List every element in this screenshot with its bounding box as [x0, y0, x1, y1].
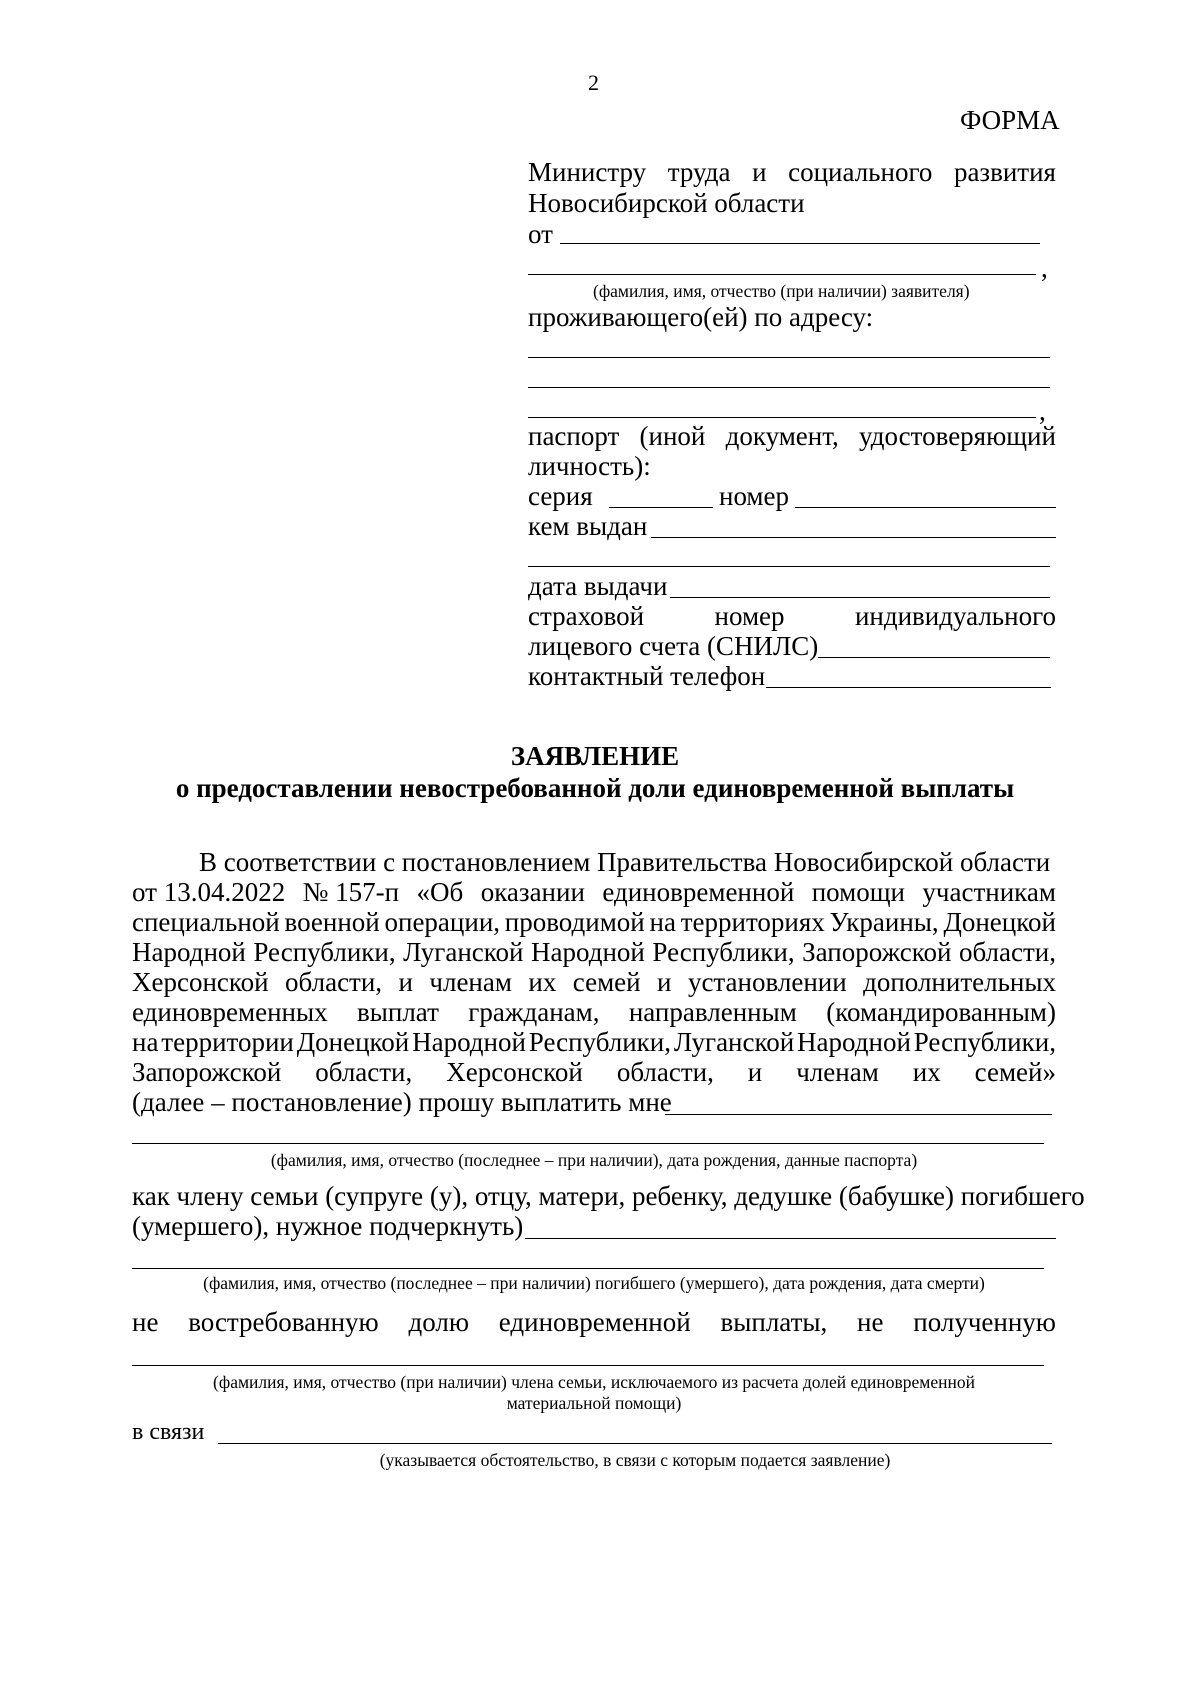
snils-line2: лицевого счета (СНИЛС) — [528, 631, 819, 661]
phone-field[interactable] — [766, 687, 1051, 688]
fio-hint: (фамилия, имя, отчество (при наличии) заявителя) — [593, 281, 970, 301]
recipient-field-2[interactable] — [132, 1143, 1044, 1144]
passport-line2: личность): — [528, 451, 651, 481]
circumstance-field[interactable] — [218, 1443, 1052, 1444]
deceased-field[interactable] — [525, 1238, 1056, 1239]
body-line-2: от 13.04.2022 № 157-п «Об оказании единовременной помощи участникам — [132, 877, 1056, 907]
number-label: номер — [719, 481, 790, 511]
snils-field[interactable] — [818, 657, 1050, 658]
series-label: серия — [528, 481, 593, 511]
excluded-member-field[interactable] — [132, 1365, 1044, 1366]
issued-by-field[interactable] — [651, 537, 1056, 538]
body-line-3: специальной военной операции, проводимой на территориях Украины, Донецкой — [132, 907, 1056, 937]
deceased-field-2[interactable] — [132, 1268, 1044, 1269]
in-connection-label: в связи — [132, 1419, 205, 1445]
body-line-7: на территории Донецкой Народной Республики, Луганской Народной Республики, — [132, 1027, 1056, 1057]
addressee-line1: Министру труда и социального развития — [528, 157, 1056, 187]
address-field-3[interactable] — [528, 417, 1036, 418]
address-field-2[interactable] — [528, 387, 1050, 388]
page-title: ЗАЯВЛЕНИЕ — [510, 741, 680, 771]
addressee-line2: Новосибирской области — [528, 188, 805, 218]
body-line-10: как члену семьи (супруге (у), отцу, матери, ребенку, дедушке (бабушке) погибшего — [132, 1181, 1085, 1211]
from-label: от — [528, 219, 553, 249]
comma-2: , — [1039, 396, 1046, 426]
number-field[interactable] — [795, 507, 1056, 508]
snils-line1: страховой номер индивидуального — [528, 601, 1056, 631]
residing-label: проживающего(ей) по адресу: — [528, 302, 874, 332]
hint-2: (фамилия, имя, отчество (последнее – при наличии) погибшего (умершего), дата рождения, дата смерти) — [203, 1273, 985, 1293]
body-line-1: В соответствии с постановлением Правительства Новосибирской области — [199, 847, 1051, 877]
body-line-5: Херсонской области, и членам их семей и установлении дополнительных — [132, 967, 1056, 997]
series-field[interactable] — [609, 507, 713, 508]
phone-label: контактный телефон — [528, 661, 766, 691]
page-subtitle: о предоставлении невостребованной доли единовременной выплаты — [175, 773, 1015, 803]
hint-1: (фамилия, имя, отчество (последнее – при наличии), дата рождения, данные паспорта) — [270, 1150, 918, 1170]
hint-4: (указывается обстоятельство, в связи с которым подается заявление) — [379, 1450, 891, 1470]
issued-by-field-2[interactable] — [528, 566, 1050, 567]
hint-3-line1: (фамилия, имя, отчество (при наличии) члена семьи, исключаемого из расчета долей единовременной — [213, 1372, 975, 1392]
passport-line1: паспорт (иной документ, удостоверяющий — [528, 421, 1056, 451]
recipient-field[interactable] — [665, 1114, 1052, 1115]
hint-3-line2: материальной помощи) — [506, 1393, 682, 1413]
comma-1: , — [1041, 253, 1048, 283]
issue-date-label: дата выдачи — [528, 571, 668, 601]
body-line-8: Запорожской области, Херсонской области, и членам их семей» — [132, 1057, 1056, 1087]
issued-by-label: кем выдан — [528, 511, 648, 541]
applicant-name-field[interactable] — [560, 243, 1040, 244]
body-line-6: единовременных выплат гражданам, направленным (командированным) — [132, 997, 1056, 1027]
address-field-1[interactable] — [528, 357, 1050, 358]
applicant-name-field-2[interactable] — [528, 274, 1036, 275]
issue-date-field[interactable] — [670, 597, 1050, 598]
body-line-11: (умершего), нужное подчеркнуть) — [132, 1211, 524, 1241]
body-line-12: не востребованную долю единовременной выплаты, не полученную — [132, 1307, 1056, 1337]
body-line-9: (далее – постановление) прошу выплатить мне — [132, 1087, 672, 1117]
body-line-4: Народной Республики, Луганской Народной Республики, Запорожской области, — [132, 937, 1056, 967]
form-label: ФОРМА — [960, 105, 1060, 135]
page-number: 2 — [588, 70, 599, 95]
